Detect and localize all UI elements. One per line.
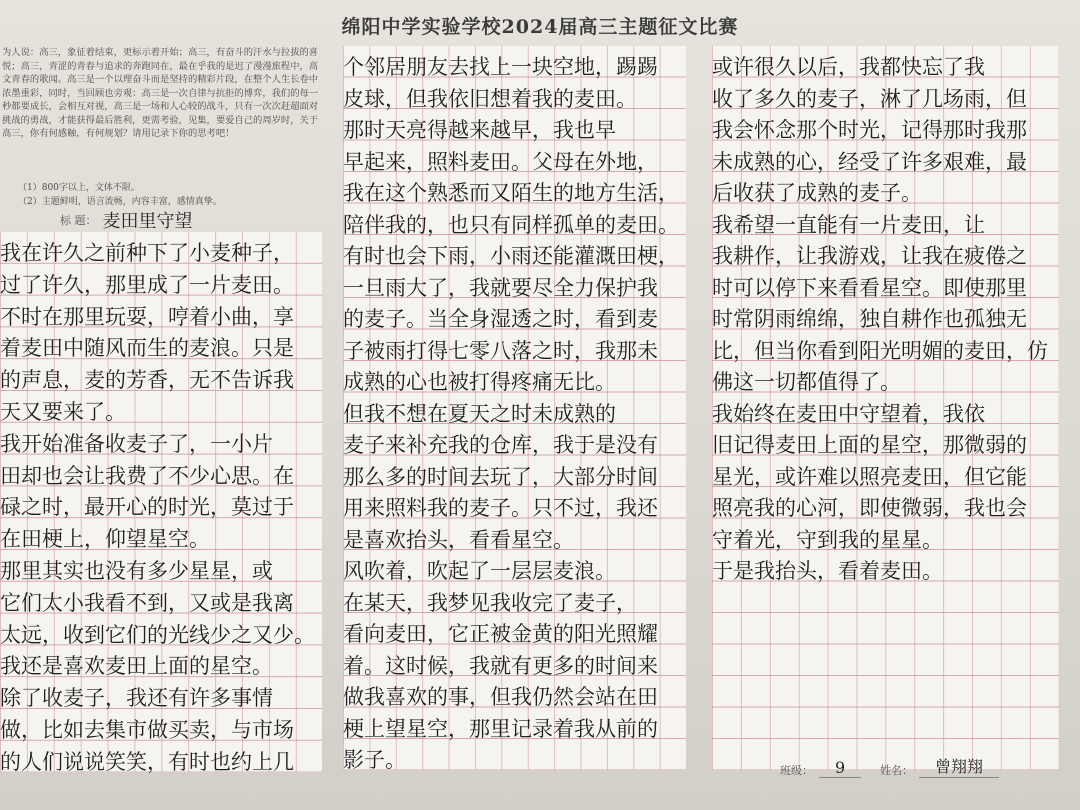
essay-title: 麦田里守望 bbox=[103, 207, 219, 234]
essay-line: 我始终在麦田中守望着，我依 bbox=[712, 401, 985, 426]
essay-line: 不时在那里玩耍，哼着小曲，享 bbox=[0, 304, 294, 329]
essay-line: 比，但当你看到阳光明媚的麦田，仿 bbox=[712, 338, 1048, 363]
essay-line: 守着光，守到我的星星。 bbox=[712, 527, 943, 552]
essay-line: 着。这时候，我就有更多的时间来 bbox=[343, 653, 658, 678]
essay-line: 未成熟的心，经受了许多艰难，最 bbox=[712, 149, 1027, 174]
essay-line: 后收获了成熟的麦子。 bbox=[712, 181, 922, 205]
footer-class bbox=[780, 754, 869, 778]
essay-line: 看向麦田，它正被金黄的阳光照耀 bbox=[343, 622, 658, 646]
essay-line: 陪伴我的，也只有同样孤单的麦田。 bbox=[343, 212, 679, 237]
essay-line: 天又要来了。 bbox=[0, 400, 126, 424]
essay-line: 风吹着，吹起了一层层麦浪。 bbox=[343, 559, 616, 583]
essay-column-1 bbox=[0, 232, 322, 772]
class-value: 9 bbox=[819, 758, 861, 778]
essay-line: 着麦田中随风而生的麦浪。只是 bbox=[0, 336, 294, 361]
essay-line: 收了多久的麦子，淋了几场雨，但 bbox=[712, 86, 1027, 111]
essay-line: 做，比如去集市做买卖，与市场 bbox=[0, 718, 294, 742]
essay-line: 的麦子。当全身湿透之时，看到麦 bbox=[343, 307, 658, 331]
essay-line: 一旦雨大了，我就要尽全力保护我 bbox=[343, 275, 658, 300]
essay-line: 的人们说说笑笑，有时也约上几 bbox=[0, 749, 294, 774]
essay-line: 它们太小我看不到，又或是我离 bbox=[0, 590, 294, 615]
essay-line: 时常阴雨绵绵，独自耕作也孤独无 bbox=[712, 307, 1027, 331]
essay-line: 星光，或许难以照亮麦田，但它能 bbox=[712, 464, 1027, 489]
requirement-1: （1）800字以上，文体不限。 bbox=[18, 183, 140, 193]
footer-name bbox=[880, 754, 1007, 778]
essay-line: 早起来，照料麦田。父母在外地， bbox=[343, 149, 658, 174]
essay-line: 我会怀念那个时光，记得那时我那 bbox=[712, 118, 1027, 142]
essay-line: 碌之时，最开心的时光，莫过于 bbox=[0, 495, 294, 520]
essay-line: 麦子来补充我的仓库，我于是没有 bbox=[343, 433, 658, 457]
student-name: 曾翔翔 bbox=[919, 754, 999, 778]
essay-line: 于是我抬头，看着麦田。 bbox=[712, 559, 943, 583]
essay-line: 影子。 bbox=[343, 748, 406, 772]
essay-line: 但我不想在夏天之时未成熟的 bbox=[343, 401, 616, 426]
essay-line: 那时天亮得越来越早，我也早 bbox=[343, 118, 616, 142]
contest-title: 绵阳中学实验学校2024届高三主题征文比赛 bbox=[341, 16, 739, 38]
essay-line: 皮球，但我依旧想着我的麦田。 bbox=[343, 86, 637, 111]
essay-line: 旧记得麦田上面的星空，那微弱的 bbox=[712, 433, 1027, 457]
essay-line: 的声息，麦的芳香，无不告诉我 bbox=[0, 368, 294, 393]
essay-line: 田却也会让我费了不少心思。在 bbox=[0, 463, 294, 488]
essay-line: 佛这一切都值得了。 bbox=[712, 370, 901, 394]
prompt-text: 为人说：高三，象征着结束，更标示着开始；高三，有奋斗的汗水与拉拔的喜悦；高三，青涩的青春与追求的奔跑同在，最在乎我的是迟了漫漫旅程中，高文青春的歌闻。高三是一个以理奋斗而是坚持的精彩片段，在整个人生长卷中浓墨重彩，同时，当回顾也旁观：高三是一次自律与抗拒的博弈，我们的每一秒都要成长，会相互对视，高三是一场和人心较的战斗，只有一次次赶超面对挑战的勇战，才能获得最后胜利，更需考验，见集，要爱自己的周岁时，关于高三，你有何感触，有何规划？请用记录下你的思考吧！ bbox=[2, 47, 319, 139]
essay-line: 我希望一直能有一片麦田，让 bbox=[712, 212, 985, 237]
essay-line: 用来照料我的麦子。只不过，我还 bbox=[343, 496, 658, 520]
essay-line: 过了许久，那里成了一片麦田。 bbox=[0, 272, 294, 297]
essay-line: 在田梗上，仰望星空。 bbox=[0, 527, 210, 552]
essay-line: 我耕作，让我游戏，让我在疲倦之 bbox=[712, 244, 1027, 268]
essay-column-2 bbox=[343, 46, 686, 770]
essay-line: 梗上望星空，那里记录着我从前的 bbox=[343, 716, 658, 741]
essay-line: 有时也会下雨，小雨还能灌溉田梗， bbox=[343, 244, 679, 268]
essay-title-label: 标 题： bbox=[60, 214, 97, 227]
essay-line: 照亮我的心河，即使微弱，我也会 bbox=[712, 496, 1027, 520]
essay-line: 我在许久之前种下了小麦种子， bbox=[0, 241, 294, 265]
essay-line: 时可以停下来看看星空。即使那里 bbox=[712, 275, 1027, 300]
essay-line: 子被雨打得七零八落之时，我那未 bbox=[343, 338, 658, 363]
essay-line: 除了收麦子，我还有许多事情 bbox=[0, 686, 273, 711]
essay-line: 个邻居朋友去找上一块空地，踢踢 bbox=[343, 55, 658, 79]
essay-column-3 bbox=[712, 46, 1059, 770]
essay-line: 我在这个熟悉而又陌生的地方生活， bbox=[343, 181, 679, 205]
name-label: 姓名： bbox=[880, 764, 913, 777]
requirement-2: （2）主题鲜明，语言流畅，内容丰富，感情真挚。 bbox=[18, 197, 222, 207]
essay-line: 我还是喜欢麦田上面的星空。 bbox=[0, 654, 273, 679]
essay-line: 成熟的心也被打得疼痛无比。 bbox=[343, 370, 616, 394]
essay-line: 在某天，我梦见我收完了麦子， bbox=[343, 590, 637, 615]
essay-line: 是喜欢抬头，看看星空。 bbox=[343, 527, 574, 552]
essay-line: 我开始准备收麦子了，一小片 bbox=[0, 431, 273, 456]
essay-line: 那里其实也没有多少星星，或 bbox=[0, 559, 273, 583]
essay-line: 那么多的时间去玩了，大部分时间 bbox=[343, 464, 658, 489]
essay-line: 太远，收到它们的光线少之又少。 bbox=[0, 622, 315, 647]
essay-title-row bbox=[60, 208, 219, 232]
class-label: 班级： bbox=[780, 764, 813, 777]
essay-line: 做我喜欢的事，但我仍然会站在田 bbox=[343, 685, 658, 709]
essay-line: 或许很久以后，我都快忘了我 bbox=[712, 55, 985, 79]
